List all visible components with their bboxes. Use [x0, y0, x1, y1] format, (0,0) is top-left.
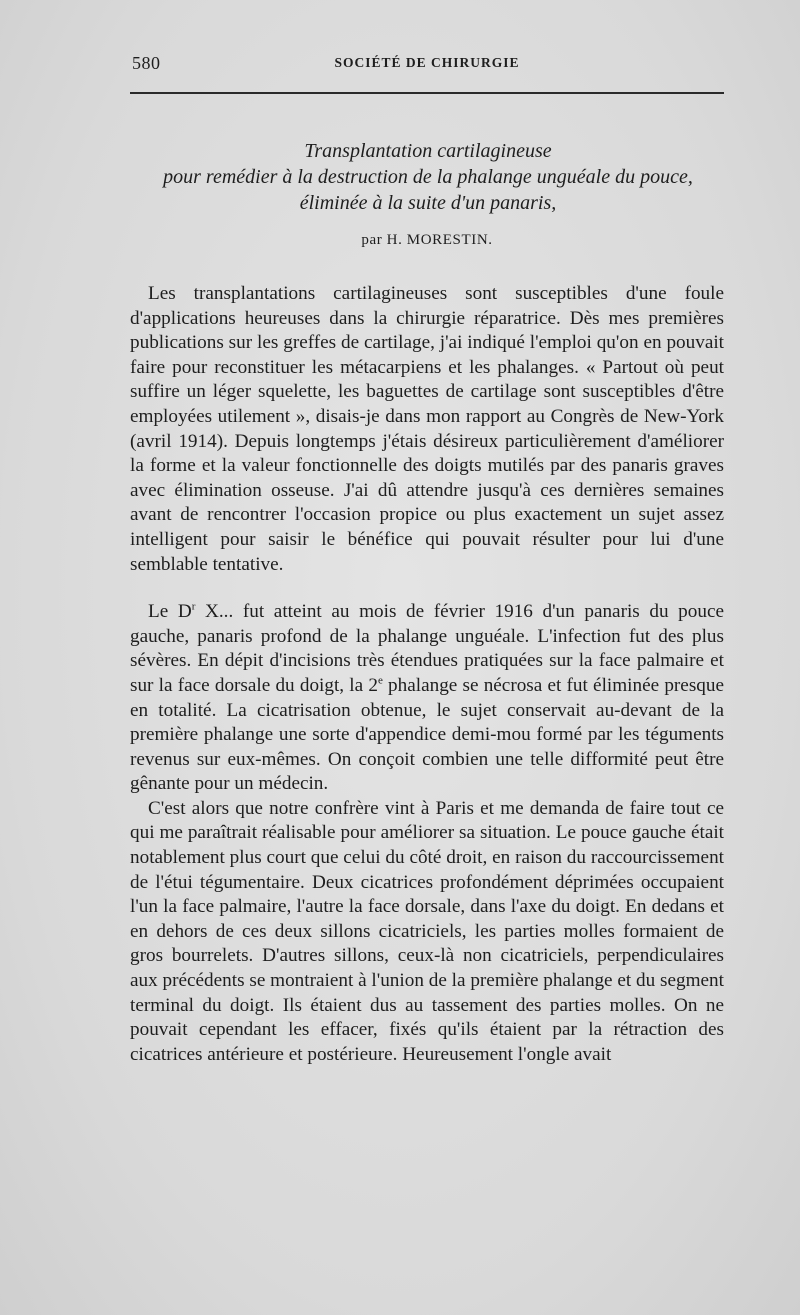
ordinal-number: 2 — [368, 674, 378, 696]
body-text — [130, 282, 724, 1067]
page-number: 580 — [132, 53, 161, 73]
running-title: SOCIÉTÉ DE CHIRURGIE — [334, 55, 520, 70]
article-title — [110, 138, 746, 216]
author-byline: par H. MORESTIN. — [361, 232, 493, 248]
header-rule — [130, 92, 724, 94]
title-line: éliminée à la suite d'un panaris, — [299, 192, 557, 214]
paragraph-2-end: phalange se nécrosa et fut éliminée presque en totalité. La cicatrisation obtenue, le sujet conservait au-devant de la première phalange une sorte d'appendice demi-mou formé par les téguments revenus sur eux-mêmes. On conçoit combien une telle difformité peut être gênante pour un médecin. — [130, 674, 724, 795]
ordinal-superscript: e — [377, 674, 383, 687]
paragraph-2-start: Le D — [148, 601, 192, 623]
paragraph-2 — [130, 600, 724, 797]
paragraph-3: C'est alors que notre confrère vint à Paris et me demanda de faire tout ce qui me paraîtrait réalisable pour améliorer sa situation. Le pouce gauche était notablement plus court que celui du côté droit, en raison du raccourcissement de l'étui tégumentaire. Deux cicatrices profondément déprimées occupaient l'un la face palmaire, l'autre la face dorsale, dans l'axe du doigt. En dedans et en dehors de ces deux sillons cicatriciels, les parties molles formaient de gros bourrelets. D'autres sillons, ceux-là non cicatriciels, perpendiculaires aux précédents se montraient à l'union de la première phalange et du segment terminal du doigt. Ils étaient dus au tassement des parties molles. On ne pouvait cependant les effacer, fixés qu'ils étaient par la rétraction des cicatrices antérieure et postérieure. Heureusement l'ongle avait — [130, 797, 724, 1065]
title-line: Transplantation cartilagineuse — [304, 140, 552, 162]
paragraph-2-middle: X... fut atteint au mois de février 1916 d'un panaris du pouce gauche, panaris profond de la phalange unguéale. L'infection fut des plus sévères. En dépit d'incisions très étendues pratiquées sur la face palmaire et sur la face dorsale du doigt, la — [130, 601, 725, 696]
title-line: pour remédier à la destruction de la phalange unguéale du pouce, — [163, 166, 693, 188]
doctor-abbrev-superscript: r — [191, 600, 196, 613]
running-head — [132, 53, 722, 81]
paragraph-1: Les transplantations cartilagineuses sont susceptibles d'une foule d'applications heureuses dans la chirurgie réparatrice. Dès mes premières publications sur les greffes de cartilage, j'ai indiqué l'emploi qu'on en pouvait faire pour reconstituer les métacarpiens et les phalanges. « Partout où peut suffire un léger squelette, les baguettes de cartilage sont susceptibles d'être employées utilement », disais-je dans mon rapport au Congrès de New-York (avril 1914). Depuis longtemps j'étais désireux particulièrement d'améliorer la forme et la valeur fonctionnelle des doigts mutilés par des panaris graves avec élimination osseuse. J'ai dû attendre jusqu'à ces dernières semaines avant de rencontrer l'occasion propice ou plus exactement un sujet assez intelligent pour saisir le bénéfice qui pouvait résulter pour lui d'une semblable tentative. — [130, 283, 724, 575]
